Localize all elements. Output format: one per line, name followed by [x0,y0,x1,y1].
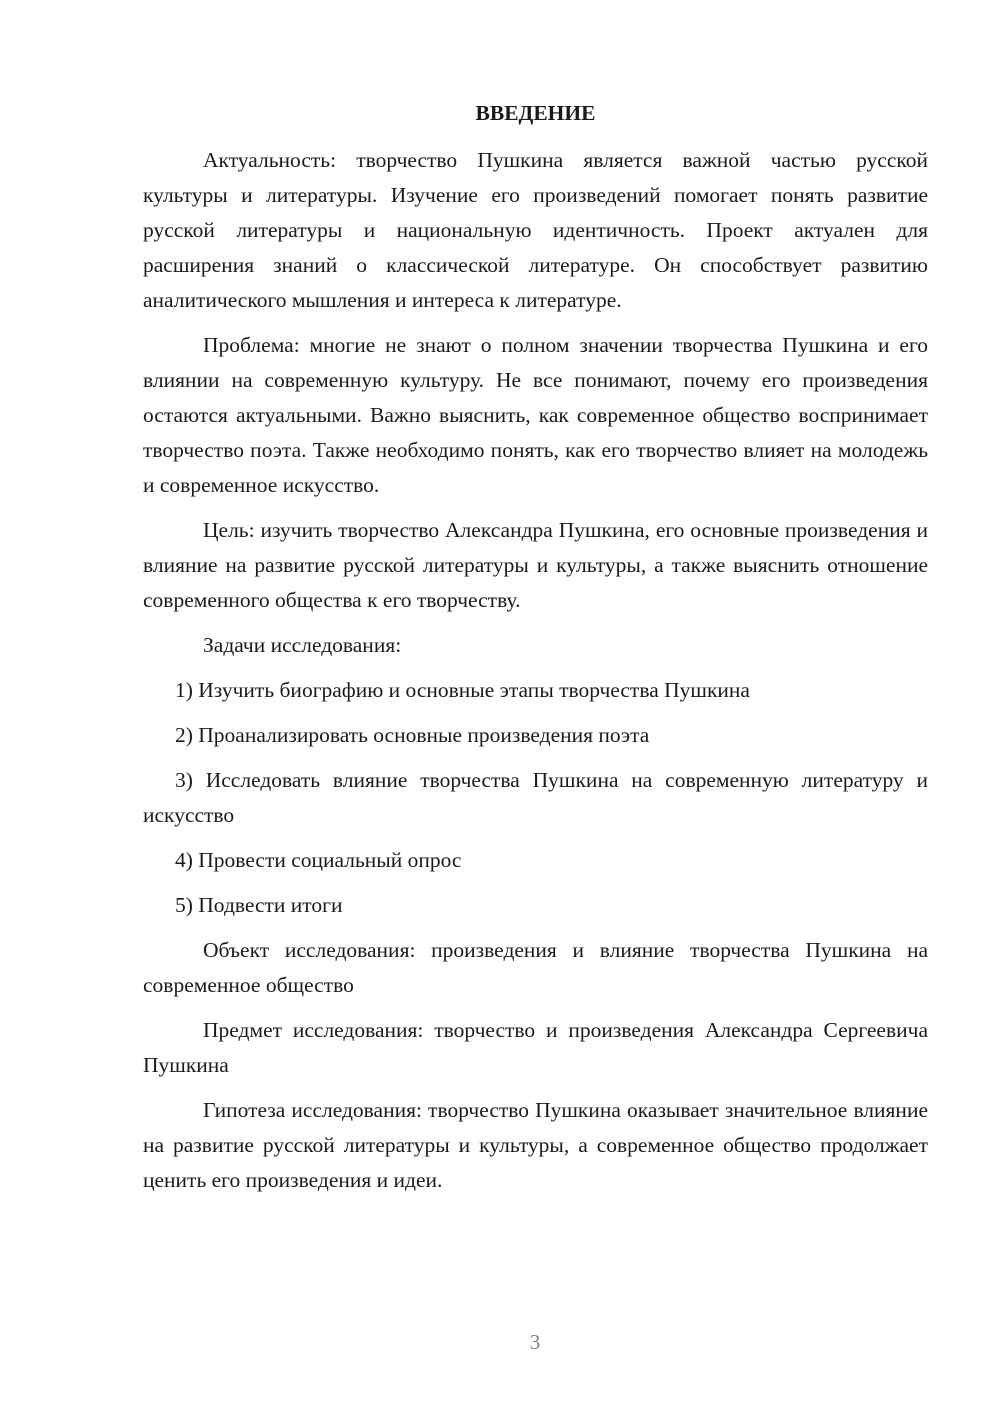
document-page [143,96,928,1208]
object-paragraph: Объект исследования: произведения и влияние творчества Пушкина на современное общество [143,938,928,997]
task-item-2: 2) Проанализировать основные произведения поэта [175,723,650,747]
problem-paragraph: Проблема: многие не знают о полном значении творчества Пушкина и его влиянии на современную культуру. Не все понимают, почему его произведения остаются актуальными. Важно выяснить, как современное общество воспринимает творчество поэта. Также необходимо понять, как его творчество влияет на молодежь и современное искусство. [143,333,928,497]
task-item-5: 5) Подвести итоги [175,893,343,917]
hypothesis-paragraph: Гипотеза исследования: творчество Пушкина оказывает значительное влияние на развитие русской литературы и культуры, а современное общество продолжает ценить его произведения и идеи. [143,1098,928,1192]
task-item-1: 1) Изучить биографию и основные этапы творчества Пушкина [175,678,750,702]
section-heading: ВВЕДЕНИЕ [475,101,596,125]
goal-paragraph: Цель: изучить творчество Александра Пушкина, его основные произведения и влияние на развитие русской литературы и культуры, а также выяснить отношение современного общества к его творчеству. [143,518,928,612]
task-item-3: 3) Исследовать влияние творчества Пушкина на современную литературу и искусство [143,768,928,827]
page-number: 3 [529,1330,541,1354]
subject-paragraph: Предмет исследования: творчество и произведения Александра Сергеевича Пушкина [143,1018,928,1077]
relevance-paragraph: Актуальность: творчество Пушкина является важной частью русской культуры и литературы. Изучение его произведений помогает понять развитие русской литературы и национальную идентичность. Проект актуален для расширения знаний о классической литературе. Он способствует развитию аналитического мышления и интереса к литературе. [143,148,928,312]
tasks-title: Задачи исследования: [203,633,402,657]
task-item-4: 4) Провести социальный опрос [175,848,462,872]
